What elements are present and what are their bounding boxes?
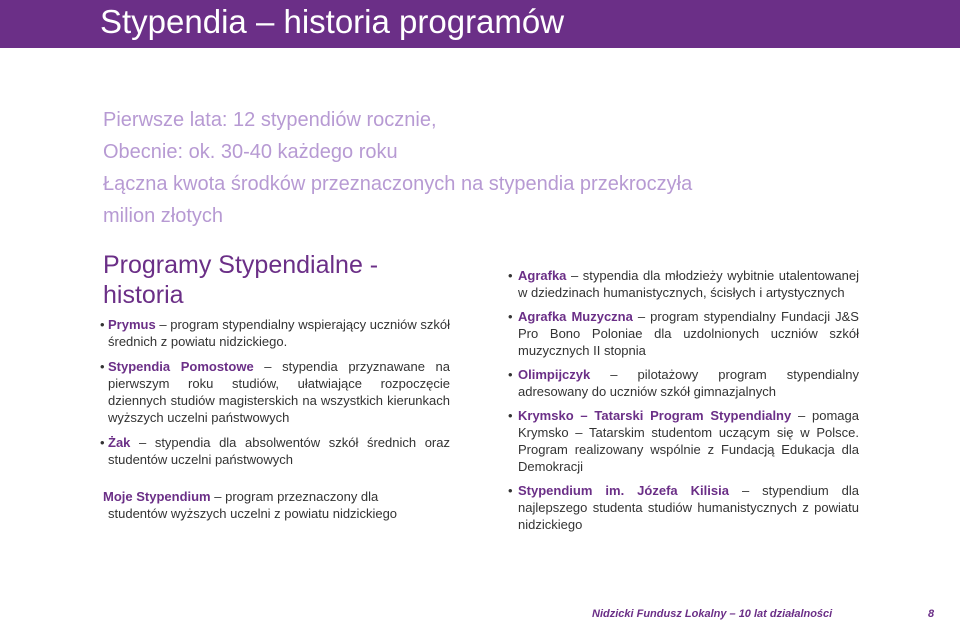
- program-desc: – pomaga Krymsko – Tatarskim studentom uczącym się w Polsce. Program realizowany wspólnie z Fundacją Edukacja dla Demokracji: [518, 408, 859, 474]
- intro-block: [103, 104, 903, 232]
- program-item: [100, 434, 450, 468]
- program-desc: – stypendia przyznawane na pierwszym roku studiów, ułatwiające rozpoczęcie dziennych studiów magisterskich na wszystkich kierunkach wyższych uczelni państwowych: [108, 359, 450, 425]
- program-name: Stypendium im. Józefa Kilisia: [518, 483, 729, 498]
- program-name: Prymus: [108, 317, 156, 332]
- program-item: [510, 267, 859, 301]
- program-desc: – program stypendialny wspierający uczniów szkół średnich z powiatu nidzickiego.: [108, 317, 450, 349]
- moje-stypendium: [103, 488, 450, 522]
- program-name: Agrafka Muzyczna: [518, 309, 633, 324]
- bullet-icon: •: [100, 317, 105, 332]
- program-name: Żak: [108, 435, 131, 450]
- page-number: 8: [928, 608, 935, 620]
- program-desc: – program przeznaczony dla: [214, 489, 379, 504]
- program-desc: – pilotażowy program stypendialny adresowany do uczniów szkół gimnazjalnych: [518, 367, 859, 399]
- intro-line: Pierwsze lata: 12 stypendiów rocznie,: [103, 109, 437, 131]
- right-column: [510, 267, 859, 540]
- program-item: [100, 358, 450, 426]
- program-name: Moje Stypendium: [103, 489, 211, 504]
- program-desc: – stypendium dla najlepszego studenta studiów humanistycznych z powiatu nidzickiego: [518, 483, 859, 532]
- footer-text: Nidzicki Fundusz Lokalny – 10 lat działalności: [592, 608, 833, 620]
- bullet-icon: •: [508, 408, 513, 423]
- bullet-icon: •: [100, 435, 105, 450]
- bullet-icon: •: [508, 309, 513, 324]
- bullet-icon: •: [508, 268, 513, 283]
- program-desc: – stypendia dla młodzieży wybitnie utalentowanej w dziedzinach humanistycznych, ścisłych i artystycznych: [518, 268, 859, 300]
- program-item: [510, 482, 859, 533]
- program-name: Olimpijczyk: [518, 367, 591, 382]
- program-item: [510, 366, 859, 400]
- program-item: [510, 407, 859, 475]
- program-item: [100, 316, 450, 350]
- left-column: [100, 250, 450, 522]
- bullet-icon: •: [100, 359, 105, 374]
- intro-line: milion złotych: [103, 205, 224, 227]
- program-desc: – stypendia dla absolwentów szkół średnich oraz studentów uczelni państwowych: [108, 435, 450, 467]
- program-desc-rest: studentów wyższych uczelni z powiatu nidzickiego: [108, 506, 398, 521]
- intro-line: Obecnie: ok. 30-40 każdego roku: [103, 141, 398, 163]
- program-name: Agrafka: [518, 268, 567, 283]
- program-desc: – program stypendialny Fundacji J&S Pro Bono Poloniae dla uzdolnionych uczniów szkół muzycznych II stopnia: [518, 309, 859, 358]
- program-name: Stypendia Pomostowe: [108, 359, 254, 374]
- program-item: [510, 308, 859, 359]
- bullet-icon: •: [508, 367, 513, 382]
- section-title: Programy Stypendialne - historia: [103, 251, 379, 309]
- slide-title: Stypendia – historia programów: [100, 3, 565, 40]
- intro-line: Łączna kwota środków przeznaczonych na stypendia przekroczyła: [103, 173, 693, 195]
- program-name: Krymsko – Tatarski Program Stypendialny: [518, 408, 792, 423]
- bullet-icon: •: [508, 483, 513, 498]
